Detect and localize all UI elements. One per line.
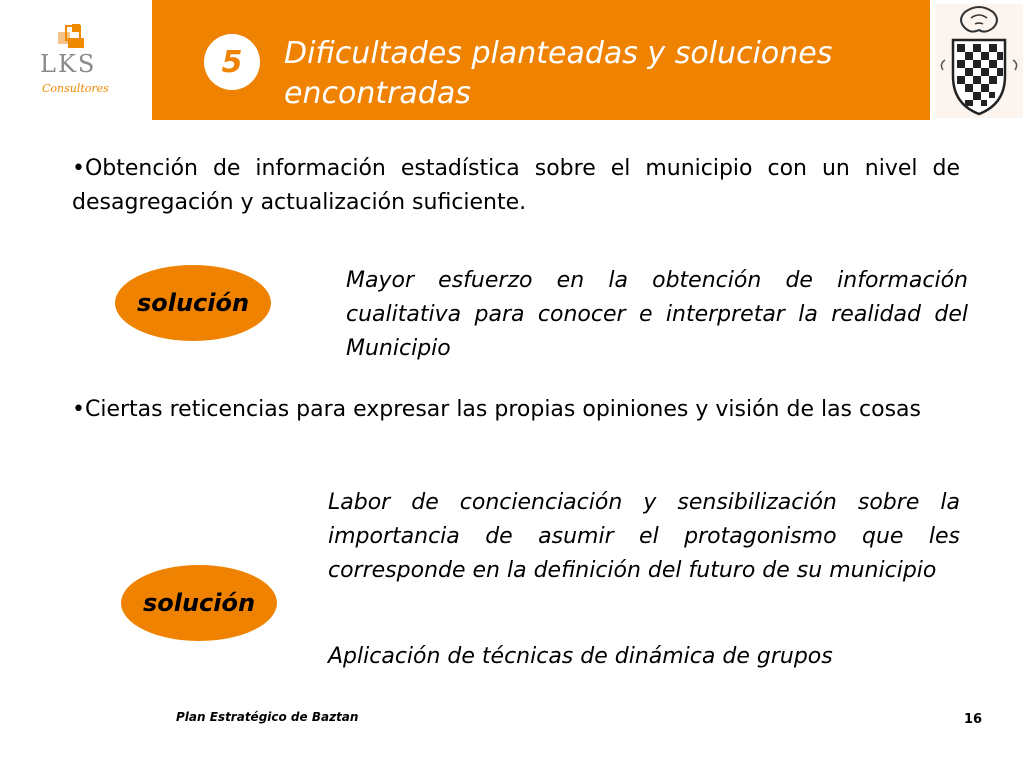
- page-number: 16: [964, 712, 983, 727]
- logo-subtext: Consultores: [42, 82, 109, 95]
- problem-2: •Ciertas reticencias para expresar las propias opiniones y visión de las cosas: [72, 397, 921, 422]
- solution-badge-2: [121, 565, 277, 641]
- solution-text-2b: Aplicación de técnicas de dinámica de grupos: [328, 644, 833, 669]
- problem-1: •Obtención de información estadística sobre el municipio con un nivel de desagregación y actualización suficiente.: [72, 156, 960, 215]
- coat-of-arms-icon: [935, 4, 1023, 118]
- solution-label-2: solución: [142, 589, 256, 617]
- solution-badge-1: [115, 265, 271, 341]
- lks-logo-icon: [58, 24, 88, 50]
- solution-label-1: solución: [136, 289, 250, 317]
- footer-title: Plan Estratégico de Baztan: [176, 710, 359, 724]
- section-number-badge: [204, 34, 260, 90]
- lks-logo: [30, 20, 130, 100]
- page-title: Dificultades planteadas y soluciones encontradas: [284, 36, 833, 111]
- section-number: 5: [221, 44, 243, 80]
- solution-text-1: Mayor esfuerzo en la obtención de información cualitativa para conocer e interpretar la realidad del Municipio: [346, 268, 968, 361]
- solution-text-2a: Labor de concienciación y sensibilización sobre la importancia de asumir el protagonismo que les corresponde en la definición del futuro de su municipio: [328, 490, 960, 583]
- logo-text: LKS: [40, 50, 97, 78]
